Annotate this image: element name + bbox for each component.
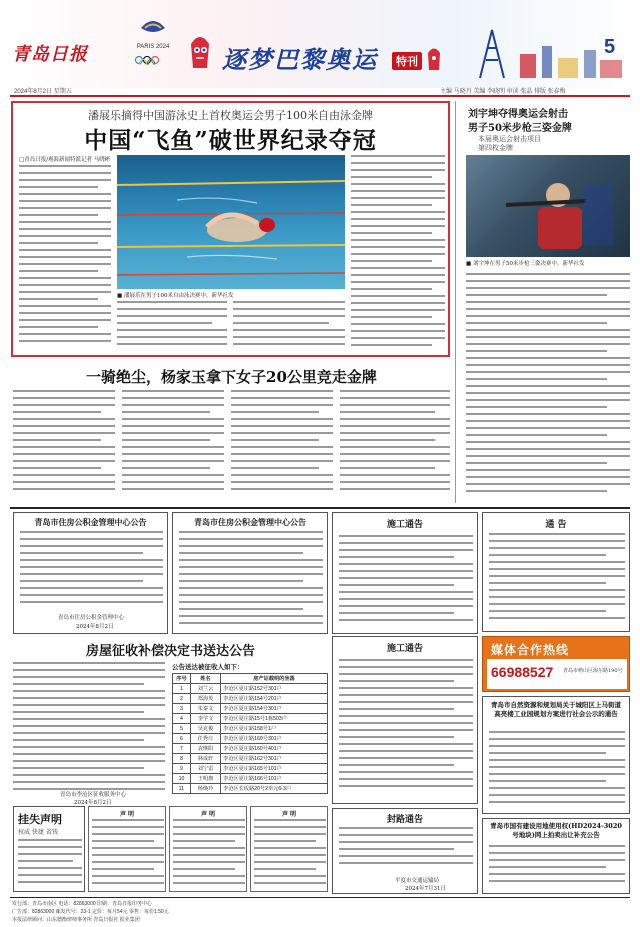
fund-notice-right xyxy=(172,512,328,634)
lead-photo-caption: ■ 潘展乐在男子100米自由泳决赛中。新华社发 xyxy=(117,293,234,299)
table-cell-no: 11 xyxy=(173,784,191,794)
table-row xyxy=(173,764,328,774)
media-ad xyxy=(482,636,630,692)
story2-title: 一骑绝尘，杨家玉拿下女子20公里竞走金牌 xyxy=(86,368,377,386)
section-rule xyxy=(10,507,630,509)
special-tag: 特刊 xyxy=(392,52,422,70)
eiffel-tower-icon xyxy=(450,20,630,80)
table-col-name: 姓名 xyxy=(191,674,221,684)
lead-body-col-1 xyxy=(19,165,111,351)
table-cell-name: 杨焕玲 xyxy=(191,784,221,794)
table-cell-name: 刘兰云 xyxy=(191,684,221,694)
construction-notice-2 xyxy=(332,636,478,804)
footer-line-2: 广告部：82863000 邮发代号：23-1 定价：每月54元 零售：每份1.50元 xyxy=(12,909,169,915)
olympic-rings-icon xyxy=(128,18,178,70)
road-footer: 平度市交通运输局 xyxy=(395,878,440,884)
construction-body xyxy=(339,535,473,631)
table-cell-house: 李沧区夏庄路160号301户 xyxy=(221,734,328,744)
ad-inner xyxy=(487,659,627,689)
table-cell-house: 李沧区夏庄路15号1栋503户 xyxy=(221,714,328,724)
table-cell-name: 任秀庄 xyxy=(191,734,221,744)
table-cell-house: 李沧区夏庄路154号301户 xyxy=(221,704,328,714)
sidebar-photo xyxy=(466,155,630,257)
statements-grid xyxy=(88,806,328,892)
housing-footer: 青岛市李沧区征收服务中心 xyxy=(60,792,127,798)
lead-story xyxy=(11,101,450,357)
table-row xyxy=(173,724,328,734)
table-cell-house: 李沧区夏庄路160号401户 xyxy=(221,744,328,754)
table-cell-house: 李沧区夏庄路154号201户 xyxy=(221,694,328,704)
table-row xyxy=(173,704,328,714)
table-row xyxy=(173,784,328,794)
construction2-body xyxy=(339,659,473,799)
table-row xyxy=(173,754,328,764)
masthead-rule xyxy=(10,95,630,97)
land-auction-notice xyxy=(482,818,630,894)
table-row xyxy=(173,694,328,704)
ad-address: 青岛市崂山区海尔路190号 xyxy=(563,668,623,674)
table-row xyxy=(173,734,328,744)
table-cell-name: 吴克俊 xyxy=(191,724,221,734)
statement-box xyxy=(250,806,328,892)
sidebar-caption-line1: 本届奥运会射击项目 xyxy=(478,135,541,143)
lead-subtitle: 潘展乐摘得中国游泳史上首枚奥运会男子100米自由泳金牌 xyxy=(88,109,373,122)
table-cell-house: 李沧区夏庄路162号301户 xyxy=(221,754,328,764)
table-cell-house: 李沧区夏庄路158号1户 xyxy=(221,724,328,734)
mascot-icon xyxy=(185,30,215,72)
notice-box xyxy=(482,512,630,632)
table-cell-no: 4 xyxy=(173,714,191,724)
table-cell-no: 5 xyxy=(173,724,191,734)
table-heading: 公告送达被征收人如下： xyxy=(172,663,244,671)
fund-left-date: 2024年8月2日 xyxy=(76,624,114,630)
lead-title: 中国“飞鱼”破世界纪录夺冠 xyxy=(84,127,377,154)
statement-body xyxy=(254,819,326,891)
date-line: 2024年8月2日 星期五 xyxy=(14,89,72,95)
housing-body xyxy=(13,662,165,800)
ad-phone: 66988527 xyxy=(491,664,554,680)
lost-notice xyxy=(13,806,85,892)
table-cell-no: 1 xyxy=(173,684,191,694)
column-title: 逐梦巴黎奥运 xyxy=(222,45,378,74)
statement-body xyxy=(92,819,164,891)
table-cell-name: 袁继阳 xyxy=(191,744,221,754)
road-notice xyxy=(332,808,478,894)
story2-col-2 xyxy=(122,390,224,498)
table-row xyxy=(173,684,328,694)
lead-body-col-4 xyxy=(351,155,445,353)
table-cell-name: 王明旗 xyxy=(191,774,221,784)
land-auction-body xyxy=(489,845,625,891)
footer-line-3: 本报法律顾问：山东德衡律师事务所 青岛日报社 报业集团 xyxy=(12,917,140,923)
table-cell-house: 李沧区夏庄路165号101户 xyxy=(221,764,328,774)
ad-title: 媒体合作热线 xyxy=(491,643,570,657)
housing-date: 2024年8月2日 xyxy=(74,800,112,806)
sidebar-photo-caption: ■ 刘宇坤在男子50米步枪三姿决赛中。新华社发 xyxy=(466,261,585,267)
table-cell-name: 郑海英 xyxy=(191,694,221,704)
lost-title: 挂失声明 xyxy=(18,813,62,826)
land-planning-notice xyxy=(482,696,630,814)
paper-logo: 青岛日报 xyxy=(12,44,88,65)
table-cell-no: 7 xyxy=(173,744,191,754)
lost-body xyxy=(18,839,82,889)
page-number: 5 xyxy=(604,36,616,58)
housing-table-block xyxy=(172,662,328,804)
fund-left-footer: 青岛市住房公积金管理中心 xyxy=(58,615,125,621)
notice-body xyxy=(489,533,625,629)
mascot-small-icon xyxy=(424,44,444,72)
housing-table-body xyxy=(173,684,328,794)
road-body xyxy=(339,827,473,873)
fund-right-body xyxy=(179,531,323,629)
fund-right-title: 青岛市住房公积金管理中心公告 xyxy=(194,517,306,527)
fund-notice-left xyxy=(13,512,168,634)
fund-left-title: 青岛市住房公积金管理中心公告 xyxy=(34,517,147,527)
land-title: 青岛市自然资源和规划局关于城阳区上马街道高亮楼工业园规划方案进行社会公示的通告 xyxy=(491,701,621,718)
table-cell-no: 10 xyxy=(173,774,191,784)
table-cell-house: 李沧区夏庄路152号301户 xyxy=(221,684,328,694)
table-cell-name: 李学文 xyxy=(191,714,221,724)
statement-box xyxy=(88,806,166,892)
fund-left-body xyxy=(20,531,163,609)
statement-title: 声 明 xyxy=(200,811,216,818)
lost-subtitle: 权威 快捷 省钱 xyxy=(18,829,58,836)
table-cell-name: 朱秦文 xyxy=(191,704,221,714)
land-auction-title: 青岛市国有建设用地使用权(HD2024-3020号地块)网上拍卖出让补充公告 xyxy=(490,822,622,839)
story2-col-3 xyxy=(231,390,333,498)
table-cell-no: 2 xyxy=(173,694,191,704)
table-cell-no: 3 xyxy=(173,704,191,714)
construction-title: 施工通告 xyxy=(386,520,423,530)
table-cell-house: 李沧区夏庄路166号101户 xyxy=(221,774,328,784)
staff-line: 主编 马晓丹 美编 李晓明 审读 张晶 排版 张春梅 xyxy=(440,89,566,95)
sidebar-caption-line2: 第四枚金牌 xyxy=(478,144,513,152)
sidebar-body xyxy=(466,273,630,501)
footer-rule xyxy=(10,897,630,898)
paris-label: PARIS 2024 xyxy=(136,44,170,50)
table-cell-house: 李沧区长坂路20号2单元6-3户 xyxy=(221,784,328,794)
road-date: 2024年7月31日 xyxy=(405,886,446,892)
housing-title: 房屋征收补偿决定书送达公告 xyxy=(85,644,255,659)
construction-notice xyxy=(332,512,478,634)
table-cell-no: 8 xyxy=(173,754,191,764)
table-cell-no: 9 xyxy=(173,764,191,774)
table-cell-no: 6 xyxy=(173,734,191,744)
table-col-no: 序号 xyxy=(173,674,191,684)
lead-byline: □青岛日报/观海新闻特派记者 马晓彬 xyxy=(19,157,111,163)
lead-body-col-2 xyxy=(117,301,227,353)
road-title: 封路通告 xyxy=(386,815,423,825)
footer-line-1: 发行部：青岛市南区 电话：82863000 印刷：青岛日报印务中心 xyxy=(12,901,153,907)
statement-body xyxy=(173,819,245,891)
story2-col-4 xyxy=(340,390,450,498)
sidebar-title-line2: 男子50米步枪三姿金牌 xyxy=(468,123,572,134)
table-row xyxy=(173,714,328,724)
table-row xyxy=(173,774,328,784)
table-row xyxy=(173,744,328,754)
masthead xyxy=(0,0,640,88)
lead-photo xyxy=(117,155,345,289)
table-cell-name: 刘宁雷 xyxy=(191,764,221,774)
construction2-title: 施工通告 xyxy=(386,644,423,654)
statement-title: 声 明 xyxy=(119,811,135,818)
statement-box xyxy=(169,806,247,892)
sidebar-divider xyxy=(455,101,456,503)
table-cell-name: 林成轩 xyxy=(191,754,221,764)
sidebar-title-line1: 刘宇坤夺得奥运会射击 xyxy=(468,109,568,120)
housing-table xyxy=(172,673,328,794)
sidebar-story xyxy=(458,101,630,503)
statement-title: 声 明 xyxy=(281,811,297,818)
table-col-house: 房产证载明的坐落 xyxy=(221,674,328,684)
land-body xyxy=(489,731,625,811)
lead-body-col-3 xyxy=(233,301,345,353)
notice-title: 通 告 xyxy=(545,520,567,530)
table-header-row xyxy=(173,674,328,684)
story2-col-1 xyxy=(13,390,115,498)
